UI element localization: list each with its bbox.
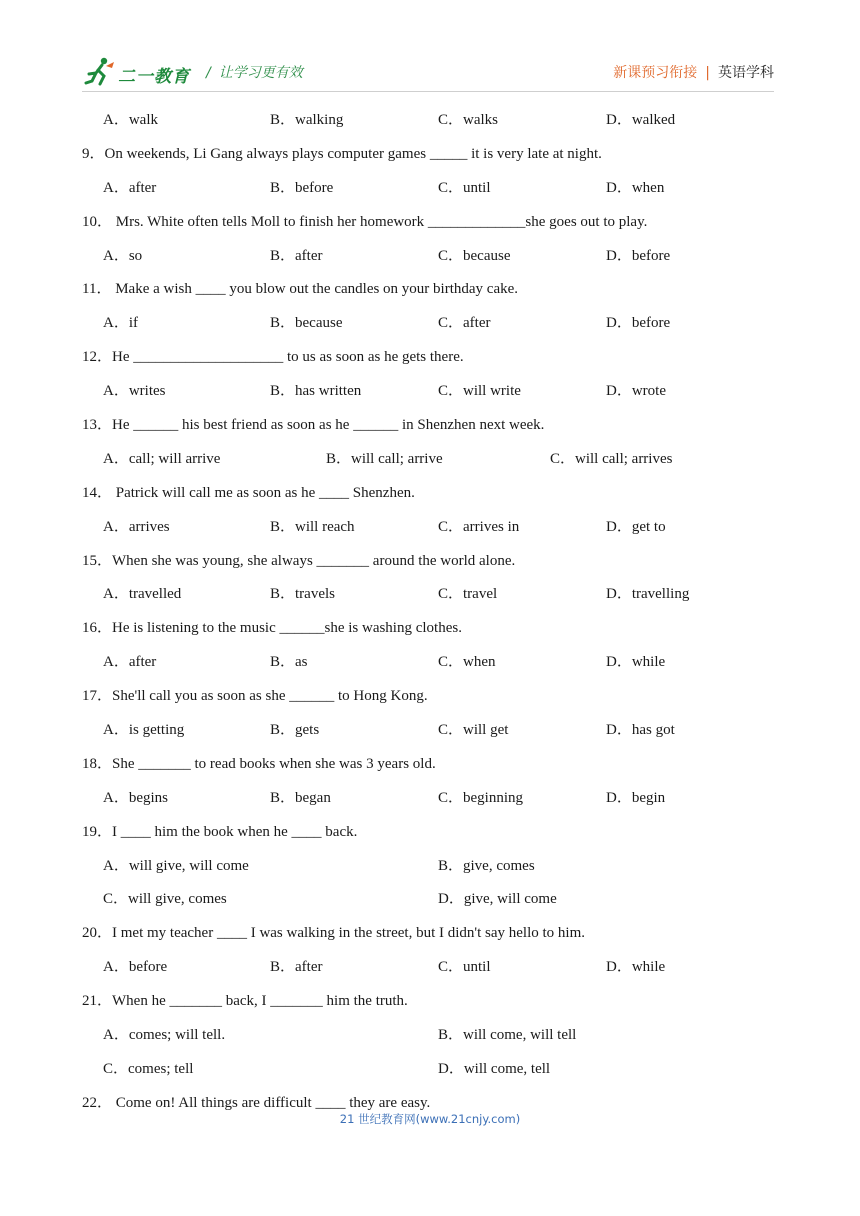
options-row bbox=[0, 883, 860, 917]
option: A．before bbox=[103, 959, 168, 976]
option: D．will come, tell bbox=[438, 1060, 551, 1077]
option: A．walk bbox=[103, 112, 158, 128]
option: D．give, will come bbox=[438, 891, 557, 908]
option: C．beginning bbox=[438, 789, 523, 806]
option: B．will reach bbox=[270, 518, 355, 535]
question-stem: 11． Make a wish ____ you blow out the candles on your birthday cake. bbox=[82, 281, 519, 298]
option: A．if bbox=[103, 315, 138, 332]
question-stem: 9．On weekends, Li Gang always plays computer games _____ it is very late at night. bbox=[82, 145, 602, 162]
option: A．travelled bbox=[103, 586, 182, 603]
option: D．has got bbox=[606, 722, 675, 739]
option: C．travel bbox=[438, 586, 498, 603]
option: D．while bbox=[606, 959, 666, 976]
options-row bbox=[0, 104, 860, 138]
runner-logo-icon bbox=[82, 56, 118, 88]
options-row bbox=[0, 240, 860, 274]
option: C．comes; tell bbox=[103, 1060, 194, 1077]
options-row bbox=[0, 172, 860, 206]
logo-text: 二一教育 bbox=[118, 67, 190, 87]
subject-label: 英语学科 bbox=[718, 65, 774, 81]
options-row bbox=[0, 1019, 860, 1053]
header-divider bbox=[82, 91, 774, 92]
options-row bbox=[0, 511, 860, 545]
slogan: / 让学习更有效 bbox=[206, 65, 303, 81]
question-stem: 13．He ______ his best friend as soon as he ______ in Shenzhen next week. bbox=[82, 417, 545, 434]
question-stem: 17．She'll call you as soon as she ______ to Hong Kong. bbox=[82, 688, 428, 705]
option: B．began bbox=[270, 789, 331, 806]
option: B．will call; arrive bbox=[326, 450, 443, 467]
option: D．begin bbox=[606, 789, 666, 806]
header-separator: | bbox=[705, 65, 710, 81]
option: A．arrives bbox=[103, 518, 170, 535]
question-stem: 22． Come on! All things are difficult ____ they are easy. bbox=[82, 1094, 431, 1111]
option: D．travelling bbox=[606, 586, 690, 603]
option: A．call; will arrive bbox=[103, 450, 221, 467]
option: A．so bbox=[103, 247, 143, 264]
options-row bbox=[0, 1053, 860, 1087]
option: B．as bbox=[270, 654, 308, 671]
option: C．because bbox=[438, 247, 511, 264]
question-stem: 18．She _______ to read books when she was 3 years old. bbox=[82, 755, 436, 772]
question-stem: 15．When she was young, she always _______ around the world alone. bbox=[82, 552, 516, 569]
option: C．arrives in bbox=[438, 518, 520, 535]
option: B．gets bbox=[270, 722, 320, 739]
option: A．comes; will tell. bbox=[103, 1027, 226, 1044]
page-header bbox=[82, 54, 774, 90]
options-row bbox=[0, 578, 860, 612]
question-list bbox=[0, 104, 860, 1121]
option: A．after bbox=[103, 179, 157, 196]
option: C．will give, comes bbox=[103, 891, 227, 908]
options-row bbox=[0, 307, 860, 341]
question-stem: 19．I ____ him the book when he ____ back. bbox=[82, 823, 358, 840]
option: B．give, comes bbox=[438, 857, 535, 874]
option: D．get to bbox=[606, 518, 666, 535]
options-row bbox=[0, 714, 860, 748]
option: D．while bbox=[606, 654, 666, 671]
option: C．walks bbox=[438, 112, 499, 128]
option: D．before bbox=[606, 247, 671, 264]
option: A．begins bbox=[103, 789, 168, 806]
options-row bbox=[0, 782, 860, 816]
slogan-text: 让学习更有效 bbox=[218, 65, 303, 81]
header-right bbox=[613, 62, 774, 82]
option: D．walked bbox=[606, 112, 676, 128]
option: A．is getting bbox=[103, 722, 185, 739]
option: B．will come, will tell bbox=[438, 1027, 577, 1044]
option: D．wrote bbox=[606, 383, 666, 400]
option: C．until bbox=[438, 179, 491, 196]
option: B．travels bbox=[270, 586, 335, 603]
question-stem: 14． Patrick will call me as soon as he ____ Shenzhen. bbox=[82, 484, 415, 501]
options-row bbox=[0, 850, 860, 884]
option: C．until bbox=[438, 959, 491, 976]
page-footer: 21 世纪教育网(www.21cnjy.com) bbox=[339, 1112, 521, 1126]
option: B．because bbox=[270, 315, 343, 332]
question-stem: 10． Mrs. White often tells Moll to finish her homework _____________she goes out to play. bbox=[82, 213, 648, 230]
course-label: 新课预习衔接 bbox=[613, 65, 698, 81]
option: A．writes bbox=[103, 383, 166, 400]
question-stem: 21．When he _______ back, I _______ him the truth. bbox=[82, 993, 408, 1010]
option: A．after bbox=[103, 654, 157, 671]
options-row bbox=[0, 646, 860, 680]
option: B．after bbox=[270, 959, 323, 976]
question-stem: 20．I met my teacher ____ I was walking in the street, but I didn't say hello to him. bbox=[82, 925, 586, 942]
question-stem: 12．He ____________________ to us as soon as he gets there. bbox=[82, 349, 464, 366]
option: C．will get bbox=[438, 722, 509, 739]
question-stem: 16．He is listening to the music ______she is washing clothes. bbox=[82, 620, 462, 637]
options-row bbox=[0, 951, 860, 985]
option: C．will write bbox=[438, 383, 521, 400]
option: D．before bbox=[606, 315, 671, 332]
option: B．walking bbox=[270, 112, 344, 128]
options-row bbox=[0, 375, 860, 409]
option: A．will give, will come bbox=[103, 857, 249, 874]
option: B．has written bbox=[270, 383, 362, 400]
option: C．after bbox=[438, 315, 491, 332]
logo bbox=[82, 56, 192, 88]
options-row bbox=[0, 443, 860, 477]
option: C．when bbox=[438, 654, 496, 671]
option: B．after bbox=[270, 247, 323, 264]
option: D．when bbox=[606, 179, 665, 196]
option: B．before bbox=[270, 179, 334, 196]
option: C．will call; arrives bbox=[550, 450, 673, 467]
